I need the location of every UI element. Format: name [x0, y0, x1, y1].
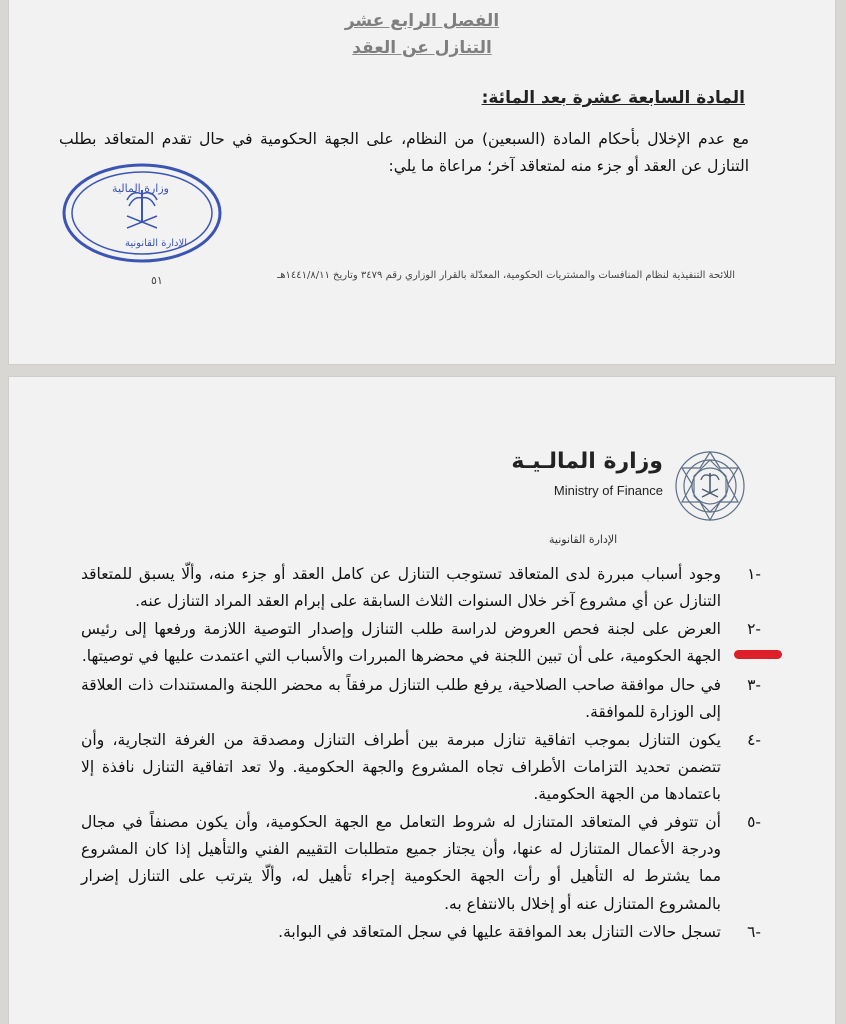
- item-number: -٤: [747, 730, 761, 749]
- item-text: تسجل حالات التنازل بعد الموافقة عليها في سجل المتعاقد في البوابة.: [278, 922, 721, 941]
- ministry-stamp-icon: [59, 160, 225, 266]
- footer-note: اللائحة التنفيذية لنظام المنافسات والمشتريات الحكومية، المعدّلة بالقرار الوزاري رقم ٣٤٧٩ وتاريخ ١٤٤١/٨/١١هـ: [277, 270, 735, 281]
- intro-paragraph: مع عدم الإخلال بأحكام المادة (السبعين) من النظام، على الجهة الحكومية في حال تقدم المتعاقد بطلب التنازل عن العقد أو جزء منه لمتعاقد آخر؛ مراعاة ما يلي:: [59, 130, 749, 176]
- stamp-text-top: وزارة المالية: [112, 182, 169, 195]
- list-item: [81, 727, 761, 808]
- finance-emblem-icon: [671, 447, 749, 525]
- document-page-1: [8, 0, 836, 365]
- article-heading: المادة السابعة عشرة بعد المائة:: [481, 88, 745, 108]
- logo-english-text: Ministry of Finance: [553, 483, 663, 498]
- conditions-list: [81, 561, 761, 947]
- list-item: [81, 919, 761, 946]
- red-highlight-marker: [734, 650, 782, 659]
- item-text: وجود أسباب مبررة لدى المتعاقد تستوجب التنازل عن كامل العقد أو جزء منه، وألّا يسبق للمتعاقد التنازل عن أي مشروع آخر خلال السنوات الثلاث السابقة على إبرام العقد المراد التنازل عنه.: [81, 565, 721, 611]
- page-number: ٥١: [151, 274, 163, 287]
- item-number: -١: [747, 565, 761, 583]
- item-text: يكون التنازل بموجب اتفاقية تنازل مبرمة بين أطراف التنازل ومصدقة من الغرفة التجارية، وأن تتضمن تحديد التزامات الأطراف تجاه المشروع والجهة الحكومية. ولا تعد اتفاقية التنازل نافذة إلا باعتمادها من الجهة الحكومية.: [81, 730, 721, 803]
- department-label: الإدارة القانونية: [549, 533, 618, 546]
- list-item: [81, 616, 761, 670]
- chapter-title: الفصل الرابع عشر: [344, 11, 500, 31]
- item-text: العرض على لجنة فحص العروض لدراسة طلب التنازل وإصدار التوصية اللازمة ورفعها إلى رئيس الجهة الحكومية، على أن تبين اللجنة في محضرها المبررات والأسباب التي اعتمدت عليها في توصيتها.: [81, 620, 721, 666]
- list-item: [81, 561, 761, 615]
- item-text: أن تتوفر في المتعاقد المتنازل له شروط التعامل مع الجهة الحكومية، وأن يكون مصنفاً في مجال ودرجة الأعمال المتنازل له عنها، وأن يجتاز جميع متطلبات التقييم الفني والتأهيل إذا كان المشروع مما يشترط له التأهيل أو رأت الجهة الحكومية إجراء تأهيل له، وألّا يترتب على التنازل إضرار بالمشروع المتنازل عنه أو إخلال بالانتفاع به.: [81, 813, 721, 913]
- list-item: [81, 809, 761, 918]
- item-number: -٣: [747, 675, 761, 694]
- item-number: -٦: [747, 922, 761, 941]
- list-item: [81, 672, 761, 726]
- item-number: -٥: [747, 813, 761, 832]
- item-number: -٢: [747, 620, 761, 639]
- document-page-2: [8, 376, 836, 1024]
- stamp-text-bottom: الإدارة القانونية: [124, 238, 187, 249]
- logo-arabic-text: وزارة المالـيـة: [511, 449, 663, 474]
- item-text: في حال موافقة صاحب الصلاحية، يرفع طلب التنازل مرفقاً به محضر اللجنة والمستندات ذات العلاقة إلى الوزارة للموافقة.: [81, 675, 721, 721]
- chapter-subtitle: التنازل عن العقد: [352, 38, 492, 59]
- chapter-title-block: [9, 8, 835, 62]
- ministry-logo: [511, 447, 749, 537]
